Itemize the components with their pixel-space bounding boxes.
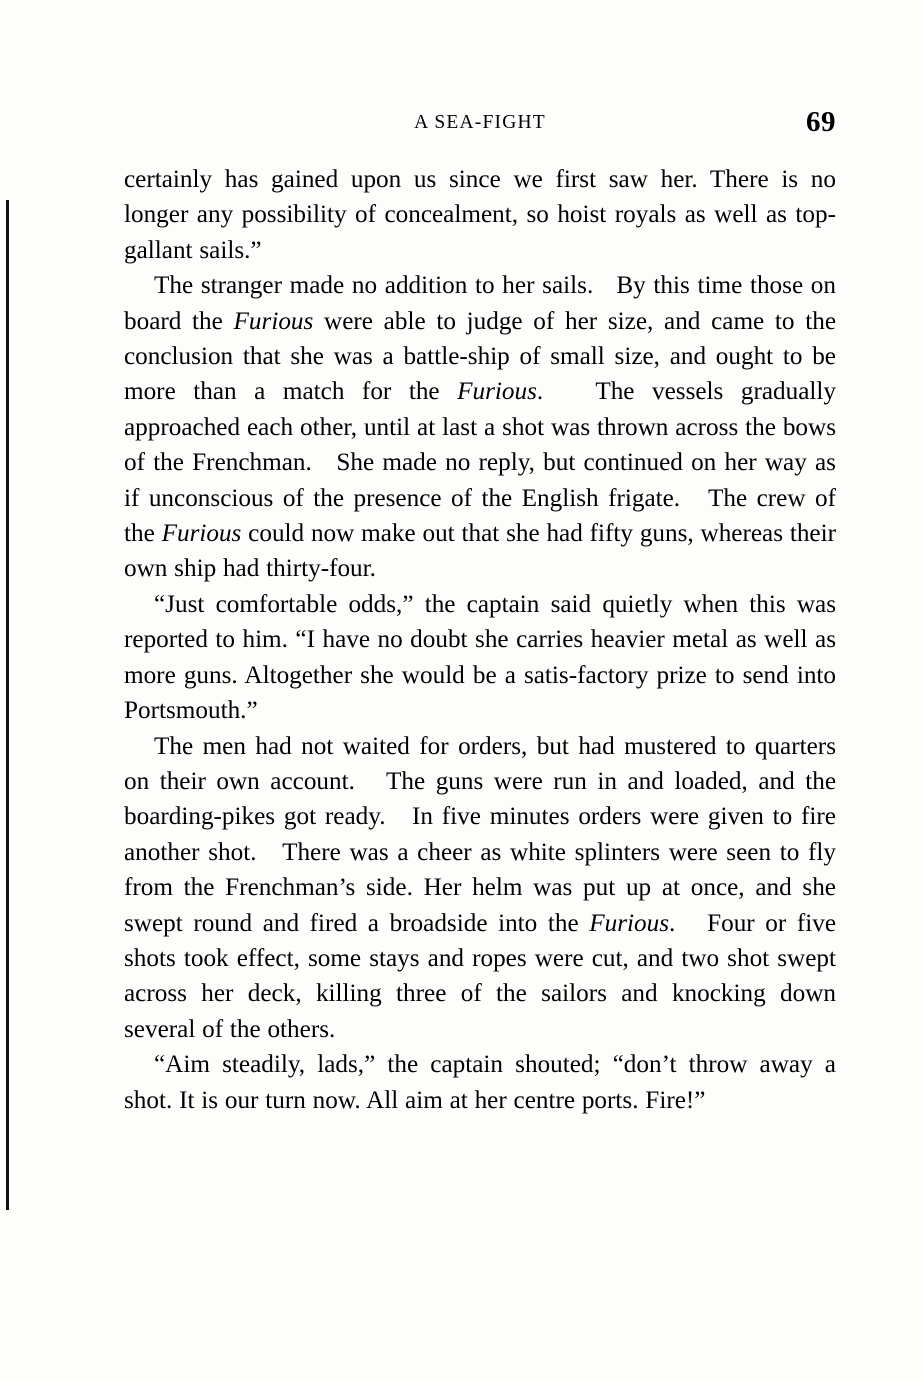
ship-name-italic: Furious [233,307,314,335]
paragraph-2-part-a: The stranger made no addition to her sails. By this time those on board the [124,272,836,335]
paragraph-4-part-b: . Four or five shots took effect, some stays and ropes were cut, and two shot swept across her deck, killing three of the sailors and knocking down several of the others. [124,909,836,1043]
paragraph-4 [124,729,836,1048]
paragraph-2-part-c: . The vessels gradually approached each other, until at last a shot was thrown across the bows of the Frenchman. She made no reply, but continued on her way as if unconscious of the presence of the English frigate. The crew of the [124,378,836,548]
paragraph-1-text: certainly has gained upon us since we first saw her. There is no longer any possibility of concealment, so hoist royals as well as top-gallant sails.” [124,166,836,264]
ship-name-italic: Furious [589,909,670,937]
ship-name-italic: Furious [457,378,537,406]
paragraph-2 [124,268,836,587]
running-title: A SEA-FIGHT [414,112,546,133]
paragraph-2-part-b: were able to judge of her size, and came to the conclusion that she was a battle-ship of small size, and ought to be more than a match for the [124,307,836,406]
paragraph-3 [124,587,836,729]
paragraph-5-text: “Aim steadily, lads,” the captain shouted; “don’t throw away a shot. It is our turn now. All aim at her centre ports. Fire!” [124,1051,836,1114]
paragraph-5 [124,1047,836,1118]
paragraph-4-part-a: The men had not waited for orders, but had mustered to quarters on their own account. The guns were run in and loaded, and the boarding-pikes got ready. In five minutes orders were given to fire another shot. There was a cheer as white splinters were seen to fly from the Frenchman’s side. Her helm was put up at once, and she swept round and fired a broadside into the [124,732,836,937]
paragraph-3-text: “Just comfortable odds,” the captain said quietly when this was reported to him. “I have no doubt she carries heavier metal as well as more guns. Altogether she would be a satis-factory prize to send into Portsmouth.” [124,590,836,725]
page-number: 69 [806,106,836,138]
paragraph-2-part-d: could now make out that she had fifty guns, whereas their own ship had thirty-four. [124,520,836,583]
paragraph-1 [124,162,836,268]
binding-edge [6,200,9,1210]
page-content [124,106,836,1118]
ship-name-italic: Furious [161,520,242,548]
running-head [124,106,836,146]
